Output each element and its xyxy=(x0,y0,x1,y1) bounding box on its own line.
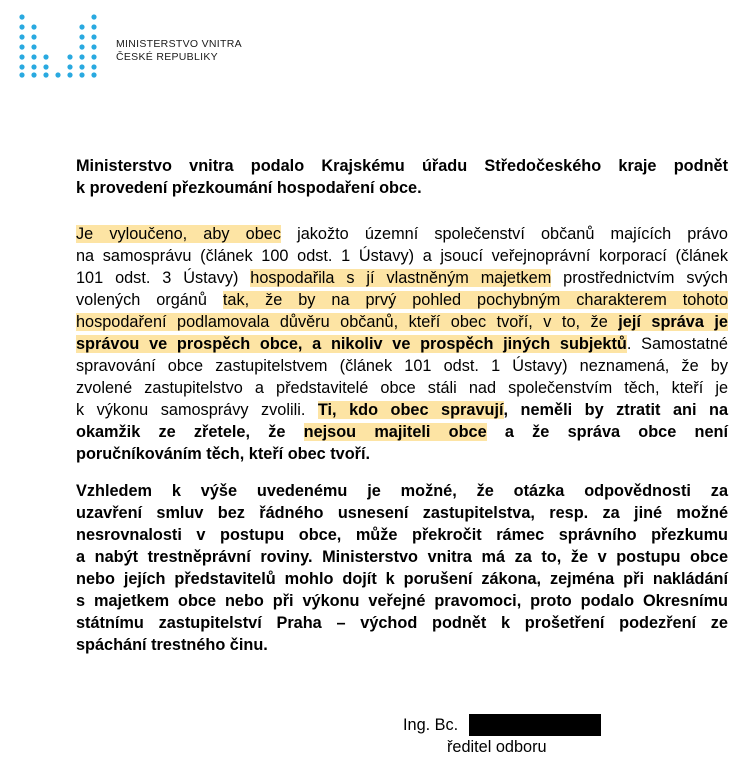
text-line: s majetkem obce nebo při výkonu veřejné pravomoci, proto podalo Okresnímu xyxy=(76,592,728,610)
heading-paragraph xyxy=(76,155,728,199)
logo-dot xyxy=(91,54,96,59)
legal-reasoning-paragraph xyxy=(76,223,728,465)
text-line: spravování obce zastupitelstvem (článek 101 odst. 1 Ústavy) neznamená, že by xyxy=(76,357,728,375)
text-line: spáchání trestného činu. xyxy=(76,636,268,654)
logo-dot xyxy=(19,24,24,29)
logo-dot xyxy=(19,14,24,19)
logo-dot xyxy=(67,64,72,69)
text-line: k výkonu samosprávy zvolili. Ti, kdo obec spravují, neměli by ztratit ani na xyxy=(76,401,728,419)
logo-dot xyxy=(91,24,96,29)
redacted-name-block xyxy=(469,714,601,736)
logo-dot xyxy=(19,64,24,69)
logo-dot xyxy=(31,24,36,29)
text-line: 101 odst. 3 Ústavy) hospodařila s jí vlastněným majetkem prostřednictvím svých xyxy=(76,269,728,287)
highlight: hospodaření podlamovala důvěru občanů, kteří obec tvoří, v to, že xyxy=(76,313,619,331)
text-line: státnímu zastupitelství Praha – východ podnět k prošetření podezření ze xyxy=(76,614,728,632)
highlight: tak, že by na prvý pohled pochybným charakterem tohoto xyxy=(222,291,728,309)
text-line: volených orgánů tak, že by na prvý pohled pochybným charakterem tohoto xyxy=(76,291,728,309)
logo-dot xyxy=(79,24,84,29)
text-line: okamžik ze zřetele, že nejsou majiteli obce a že správa obce není xyxy=(76,423,728,441)
text-line: nebo jejích představitelů mohlo dojít k porušení zákona, zejména při nakládání xyxy=(76,570,728,588)
text-line: správou ve prospěch obce, a nikoliv ve prospěch jiných subjektů. Samostatné xyxy=(76,335,728,353)
logo-dot xyxy=(31,54,36,59)
logo-dot xyxy=(19,34,24,39)
logo-dot xyxy=(79,54,84,59)
logo-dot xyxy=(67,54,72,59)
logo-dot xyxy=(91,72,96,77)
logo-dot xyxy=(91,64,96,69)
criminal-referral-paragraph xyxy=(76,480,728,656)
logo-dot xyxy=(79,44,84,49)
logo-dot xyxy=(31,64,36,69)
text-line: Vzhledem k výše uvedenému je možné, že otázka odpovědnosti za xyxy=(76,482,728,500)
text-line: na samosprávu (článek 100 odst. 1 Ústavy) a jsoucí veřejnoprávní korporací (článek xyxy=(76,247,728,265)
logo-dot xyxy=(91,34,96,39)
logo-dot xyxy=(31,44,36,49)
text-line: a nabýt trestněprávní roviny. Ministerstvo vnitra má za to, že v postupu obce xyxy=(76,548,728,566)
logo-dot xyxy=(19,44,24,49)
highlight-bold: její správa je xyxy=(618,313,728,331)
text-line: Je vyloučeno, aby obec jakožto územní společenství občanů majících právo xyxy=(76,225,728,243)
logo-dot xyxy=(43,54,48,59)
logo-dot xyxy=(67,72,72,77)
logo-dot xyxy=(31,72,36,77)
text-line: poručníkováním těch, kteří obec tvoří. xyxy=(76,445,371,463)
logo-text-line2: ČESKÉ REPUBLIKY xyxy=(116,51,218,63)
logo-dot xyxy=(79,34,84,39)
signature-role: ředitel odboru xyxy=(447,738,547,756)
signature-name: Ing. Bc. xyxy=(403,716,459,734)
logo-dot xyxy=(79,64,84,69)
ministry-logo-icon xyxy=(19,14,99,78)
text-line xyxy=(76,311,728,333)
highlight-bold: nejsou majiteli obce xyxy=(303,423,487,441)
heading-line: k provedení přezkoumání hospodaření obce. xyxy=(76,179,422,197)
logo-dot xyxy=(91,44,96,49)
logo-dot xyxy=(43,64,48,69)
logo-dot xyxy=(55,72,60,77)
logo-dot xyxy=(19,54,24,59)
logo-dot xyxy=(19,72,24,77)
highlight-bold: správou ve prospěch obce, a nikoliv ve prospěch jiných subjektů xyxy=(76,335,627,353)
text-line: nesrovnalosti v postupu obce, může překročit rámec správního přezkumu xyxy=(76,526,728,544)
heading-line: Ministerstvo vnitra podalo Krajskému úřadu Středočeského kraje podnět xyxy=(76,157,728,175)
logo-dot xyxy=(91,14,96,19)
logo-dot xyxy=(79,72,84,77)
logo-dot xyxy=(43,72,48,77)
highlight: Je vyloučeno, aby obec xyxy=(76,225,281,243)
highlight-bold: Ti, kdo obec spravují xyxy=(317,401,504,419)
text-line: uzavření smluv bez řádného usnesení zastupitelstva, resp. za jiné možné xyxy=(76,504,728,522)
logo-text-line1: MINISTERSTVO VNITRA xyxy=(116,38,242,50)
highlight: hospodařila s jí vlastněným majetkem xyxy=(250,269,552,287)
logo-dot xyxy=(31,34,36,39)
text-line: zvolené zastupitelstvo a představitelé obce stáli nad společenstvím těch, kteří je xyxy=(76,379,728,397)
